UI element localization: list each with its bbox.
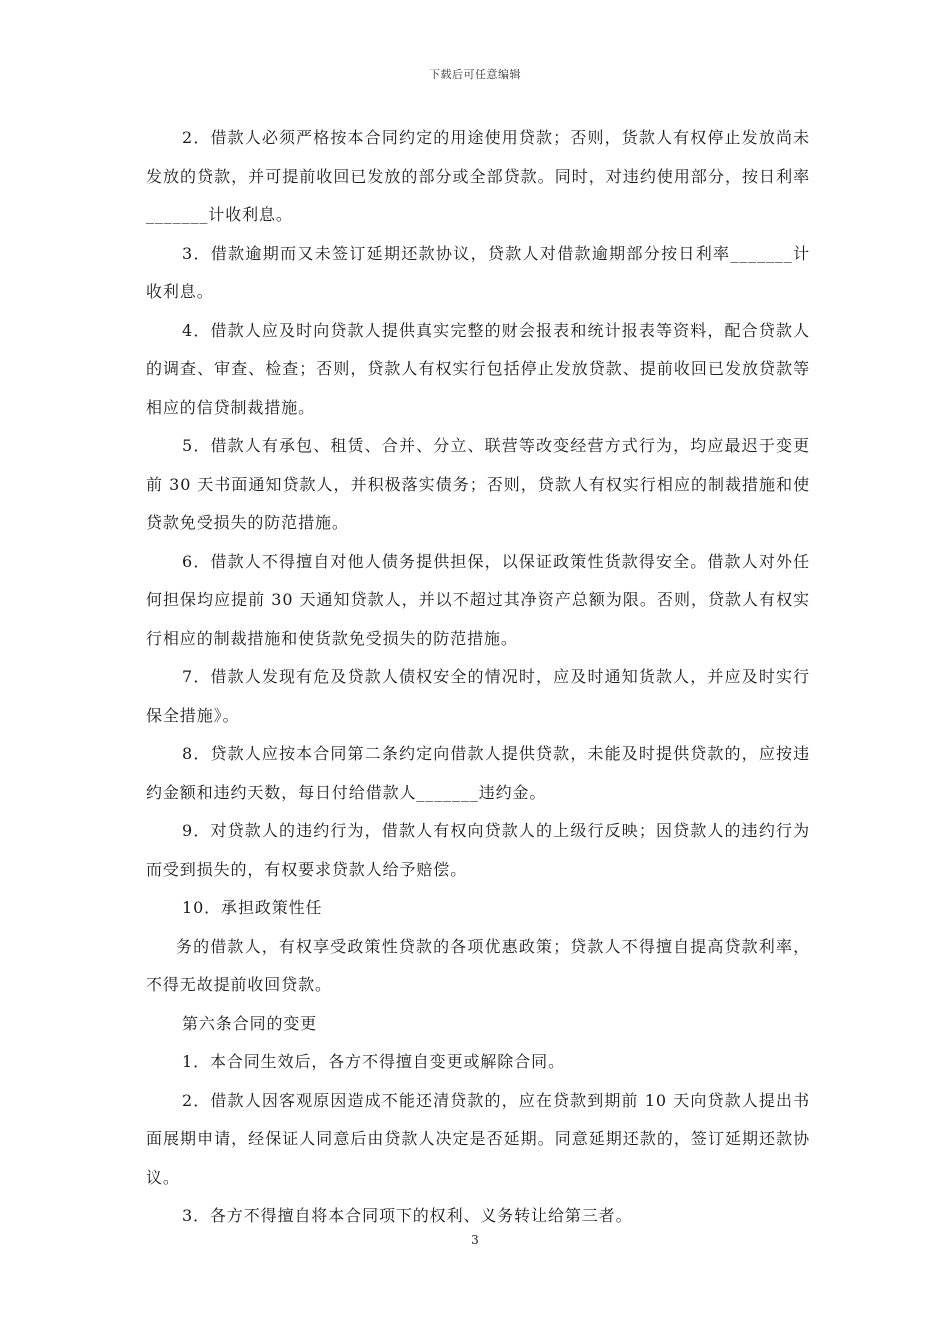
clause-paragraph: 5．借款人有承包、租赁、合并、分立、联营等改变经营方式行为，均应最迟于变更前 30 天书面通知贷款人，并积极落实债务；否则，贷款人有权实行相应的制裁措施和使贷款免受损失的防范措施。 — [146, 436, 810, 532]
page-header: 下载后可任意编辑 — [429, 68, 521, 81]
clause-paragraph: 10．承担政策性任 — [182, 898, 323, 917]
clause-paragraph: 3．各方不得擅自将本合同项下的权利、义务转让给第三者。 — [182, 1206, 633, 1225]
clause-paragraph: 6．借款人不得擅自对他人债务提供担保，以保证政策性货款得安全。借款人对外任何担保均应提前 30 天通知贷款人，并以不超过其净资产总额为限。否则，贷款人有权实行相应的制裁措施和使货款免受损失的防范措施。 — [146, 551, 810, 648]
clause-paragraph: 2．借款人因客观原因造成不能还清贷款的，应在贷款到期前 10 天向贷款人提出书面展期申请，经保证人同意后由贷款人决定是否延期。同意延期还款的，签订延期还款协议。 — [146, 1090, 810, 1187]
clause-paragraph: 8．贷款人应按本合同第二条约定向借款人提供贷款，未能及时提供贷款的，应按违约金额和违约天数，每日付给借款人_______违约金。 — [146, 744, 810, 802]
section-heading: 第六条合同的变更 — [182, 1013, 318, 1033]
clause-paragraph: 9．对贷款人的违约行为，借款人有权向贷款人的上级行反映；因贷款人的违约行为而受到损失的，有权要求贷款人给予赔偿。 — [146, 821, 810, 879]
clause-paragraph: 务的借款人，有权享受政策性贷款的各项优惠政策；贷款人不得擅自提高贷款利率，不得无故提前收回贷款。 — [146, 936, 810, 994]
clause-paragraph: 3．借款逾期而又未签订延期还款协议，贷款人对借款逾期部分按日利率_______计收利息。 — [146, 243, 810, 301]
document-body — [146, 119, 810, 1236]
page-number: 3 — [471, 1233, 479, 1247]
clause-paragraph: 4．借款人应及时向贷款人提供真实完整的财会报表和统计报表等资料，配合贷款人的调查、审查、检查；否则，贷款人有权实行包括停止发放贷款、提前收回已发放贷款等相应的信贷制裁措施。 — [146, 320, 810, 417]
clause-paragraph: 2．借款人必须严格按本合同约定的用途使用贷款；否则，货款人有权停止发放尚未发放的贷款，并可提前收回已发放的部分或全部贷款。同时，对违约使用部分，按日利率_______计收利息。 — [146, 128, 810, 224]
clause-paragraph: 1．本合同生效后，各方不得擅自变更或解除合同。 — [182, 1052, 565, 1071]
clause-paragraph: 7．借款人发现有危及贷款人债权安全的情况时，应及时通知货款人，并应及时实行保全措施》。 — [146, 667, 810, 725]
